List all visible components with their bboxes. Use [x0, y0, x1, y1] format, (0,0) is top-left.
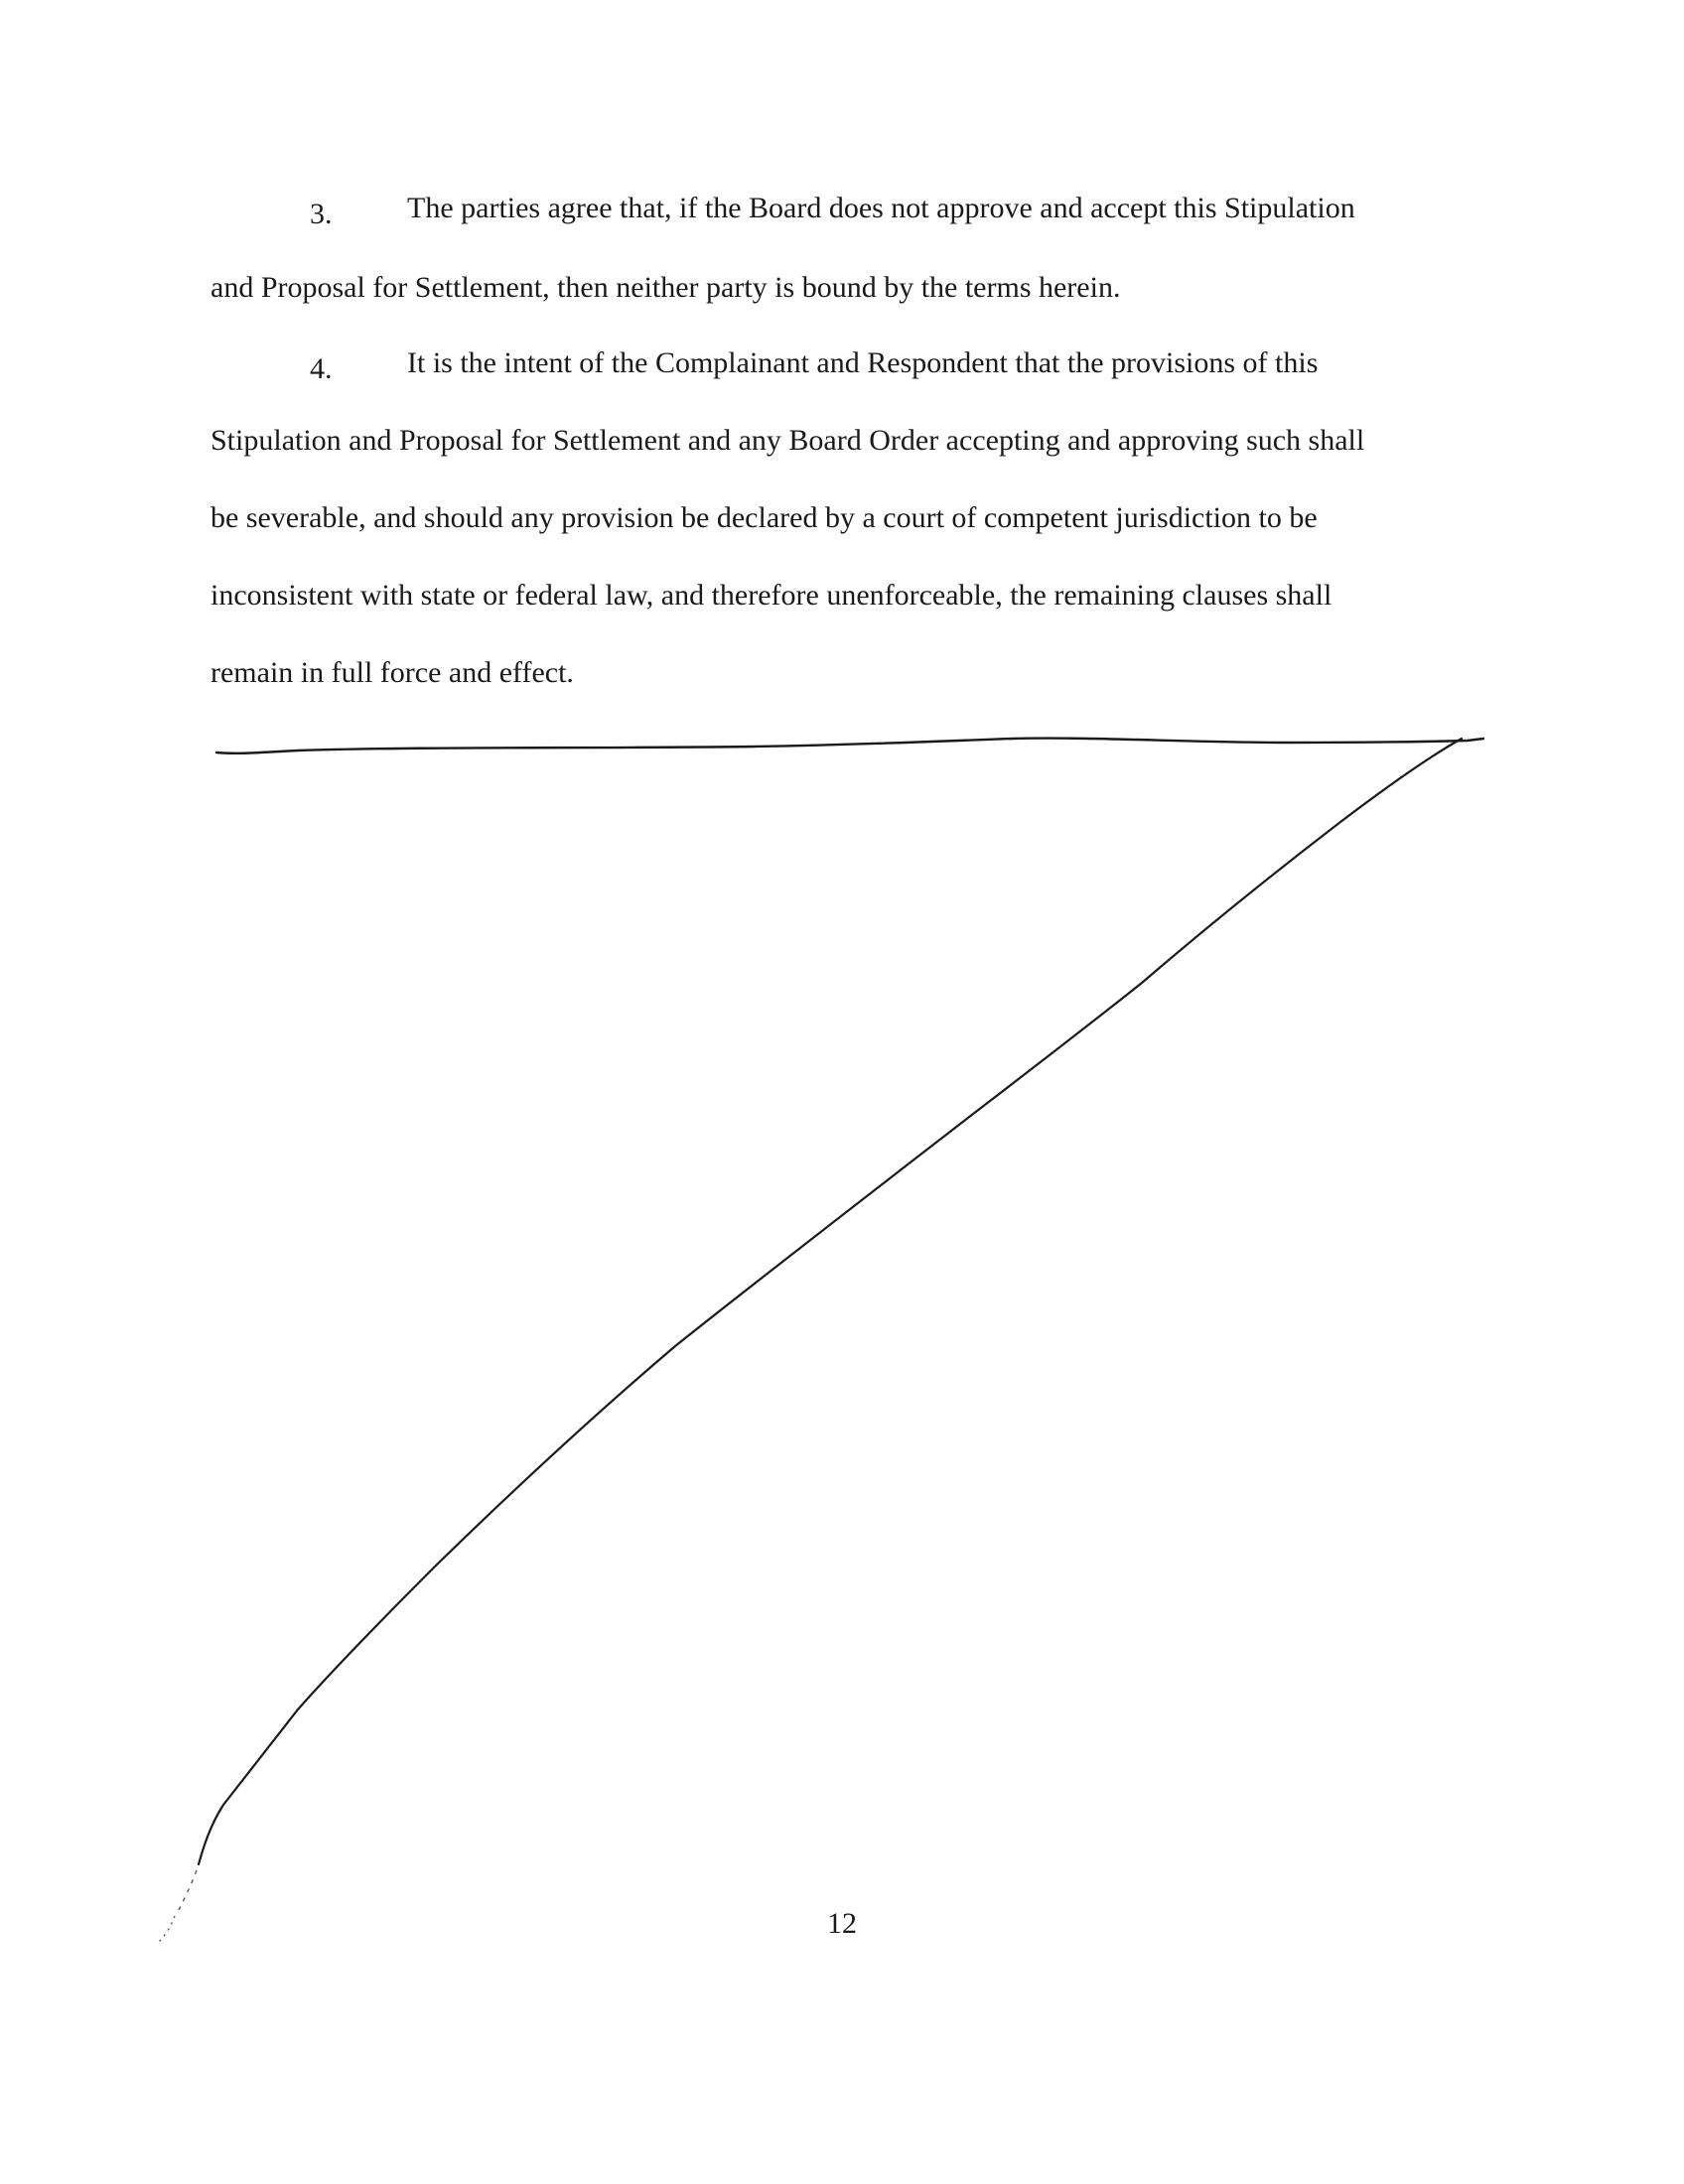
paragraph-4-line-4: inconsistent with state or federal law, and therefore unenforceable, the remaining clauses shall: [210, 579, 1333, 612]
paragraph-4-line-1: It is the intent of the Complainant and Respondent that the provisions of this: [407, 346, 1319, 379]
paragraph-4-line-5: remain in full force and effect.: [210, 656, 574, 689]
paragraph-4-line-3: be severable, and should any provision be declared by a court of competent jurisdiction to be: [210, 501, 1318, 534]
paragraph-3-line-2: and Proposal for Settlement, then neither party is bound by the terms herein.: [210, 271, 1121, 304]
paragraph-3-number: 3.: [310, 198, 333, 230]
paragraph-4-number: 4.: [310, 352, 333, 385]
paragraph-4-line-2: Stipulation and Proposal for Settlement and any Board Order accepting and approving such shall: [210, 424, 1365, 457]
page-number: 12: [827, 1907, 857, 1940]
paragraph-3-line-1: The parties agree that, if the Board does not approve and accept this Stipulation: [407, 192, 1355, 224]
